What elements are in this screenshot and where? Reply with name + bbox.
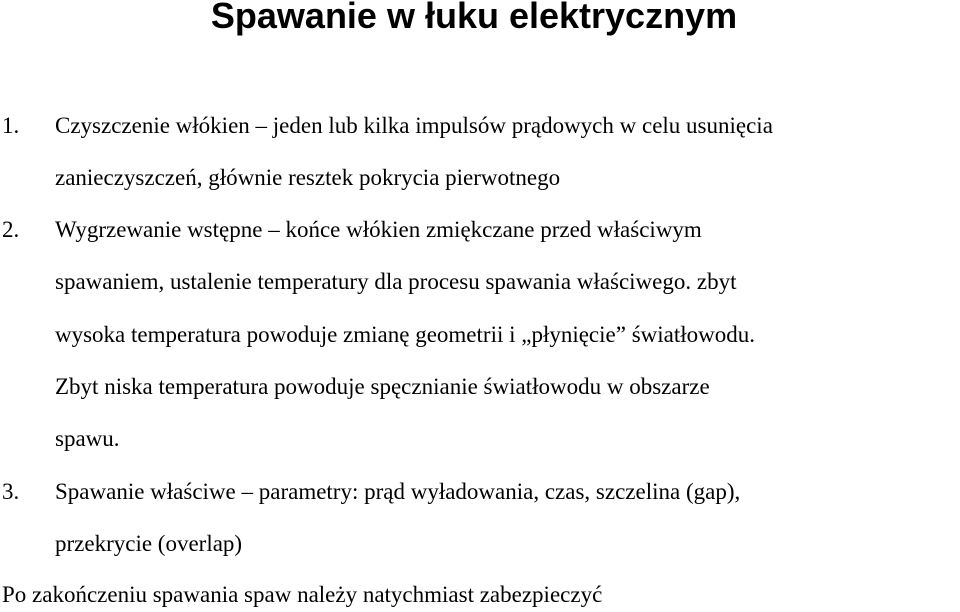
list-item-text-line: wysoka temperatura powoduje zmianę geometrii i „płynięcie” światłowodu. [55,322,755,347]
footer-note: Po zakończeniu spawania spaw należy natychmiast zabezpieczyć [2,582,603,607]
list-item-number: 3. [2,479,20,504]
list-item-text-line: Wygrzewanie wstępne – końce włókien zmiękczane przed właściwym [55,217,702,242]
list-item-number: 1. [2,113,20,138]
page-title: Spawanie w łuku elektrycznym [210,0,738,36]
list-item-text-line: Spawanie właściwe – parametry: prąd wyładowania, czas, szczelina (gap), [55,479,741,504]
list-item-number: 2. [2,217,20,242]
list-item-text-line: spawaniem, ustalenie temperatury dla procesu spawania właściwego. zbyt [55,269,737,294]
list-item-text-line: zanieczyszczeń, głównie resztek pokrycia pierwotnego [55,165,561,190]
list-item-text-line: spawu. [55,426,120,451]
list-item-text-line: przekrycie (overlap) [55,531,243,556]
list-item-text-line: Czyszczenie włókien – jeden lub kilka impulsów prądowych w celu usunięcia [55,113,773,138]
list-item-text-line: Zbyt niska temperatura powoduje spęcznianie światłowodu w obszarze [55,374,710,399]
